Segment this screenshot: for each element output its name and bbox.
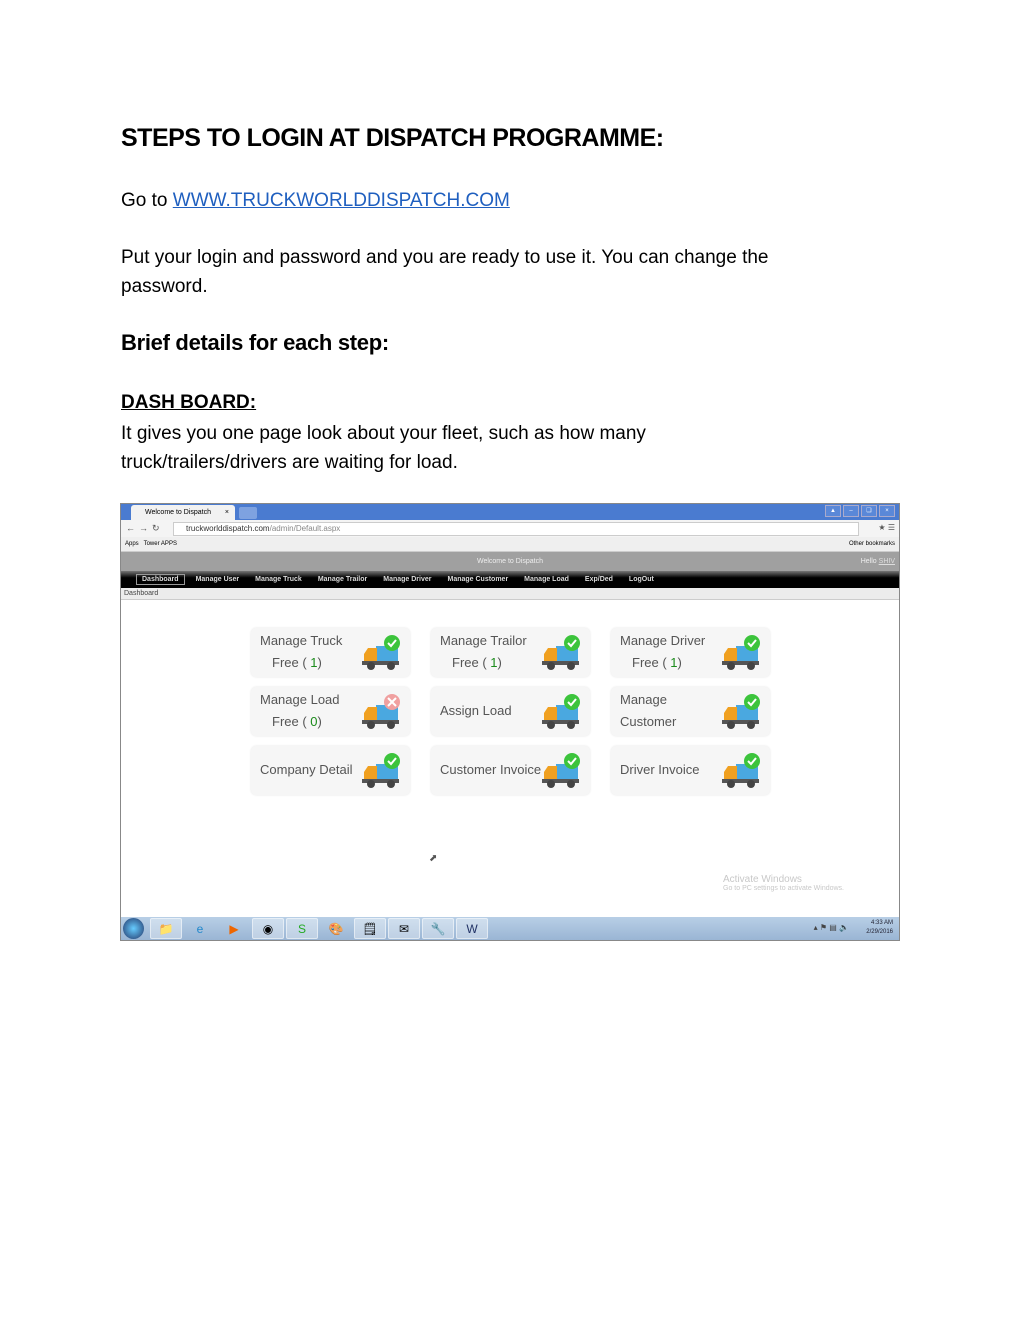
outlook-icon[interactable]: ✉ (388, 918, 420, 939)
tile-driver-invoice[interactable] (611, 746, 770, 795)
tile-manage-customer[interactable] (611, 687, 770, 736)
menu-manage-driver[interactable]: Manage Driver (383, 576, 432, 583)
free-prefix: Free ( (272, 714, 307, 729)
tile-manage-trailor[interactable] (431, 628, 590, 677)
menu-manage-user[interactable]: Manage User (195, 576, 240, 583)
page-title: STEPS TO LOGIN AT DISPATCH PROGRAMME: (121, 124, 664, 152)
free-suffix: ) (317, 714, 322, 729)
tools-icon[interactable]: 🔧 (422, 918, 454, 939)
login-line-2: password. (121, 276, 208, 297)
bookmark-apps[interactable]: Apps (125, 541, 139, 547)
free-suffix: ) (677, 655, 682, 670)
tile-assign-load[interactable] (431, 687, 590, 736)
greeting-text: Hello (860, 558, 877, 565)
internet-explorer-icon[interactable]: e (196, 921, 204, 936)
url-host: truckworlddispatch.com (186, 524, 270, 533)
bookmark-tower-apps[interactable]: Tower APPS (143, 541, 177, 547)
free-prefix: Free ( (452, 655, 487, 670)
login-line-1: Put your login and password and you are ready to use it. You can change the (121, 247, 769, 268)
address-bar-row (121, 520, 899, 537)
tile-label: Manage Driver (620, 633, 706, 648)
new-tab-button[interactable] (239, 507, 257, 519)
clock-date: 2/29/2016 (866, 929, 893, 935)
count-value: 1 (670, 655, 678, 670)
user-icon[interactable]: ▲ (825, 505, 841, 517)
goto-line (121, 186, 510, 215)
app-s-icon[interactable]: S (286, 918, 318, 939)
restore-icon[interactable]: ❏ (861, 505, 877, 517)
site-link[interactable]: WWW.TRUCKWORLDDISPATCH.COM (172, 190, 510, 211)
goto-prefix: Go to (121, 190, 168, 211)
windows-taskbar (121, 917, 899, 940)
truck-check-icon (362, 752, 402, 790)
count-value: 1 (490, 655, 498, 670)
tile-customer-invoice[interactable] (431, 746, 590, 795)
menu-dashboard[interactable]: Dashboard (136, 574, 185, 585)
menu-exp-ded[interactable]: Exp/Ded (584, 576, 613, 583)
tile-label: Manage Trailor (440, 633, 527, 648)
tile-manage-truck[interactable] (251, 628, 410, 677)
url-path: /admin/Default.aspx (269, 524, 341, 533)
watermark-subtitle: Go to PC settings to activate Windows. (723, 885, 844, 892)
user-greeting (861, 552, 895, 571)
free-suffix: ) (317, 655, 322, 670)
clock[interactable] (866, 919, 893, 937)
chrome-icon[interactable]: ◉ (252, 918, 284, 939)
tile-label: Assign Load (440, 703, 512, 718)
dashboard-screenshot (120, 503, 900, 941)
tile-label: Driver Invoice (620, 762, 700, 777)
free-prefix: Free ( (272, 655, 307, 670)
tile-free-count (272, 655, 322, 670)
start-button-icon[interactable] (123, 918, 144, 939)
breadcrumb: Dashboard (121, 588, 899, 600)
media-player-icon[interactable]: ▶ (229, 921, 239, 936)
explorer-icon[interactable]: 📁 (150, 918, 182, 939)
section-line-2: truck/trailers/drivers are waiting for load. (121, 452, 458, 473)
truck-check-icon (542, 752, 582, 790)
bookmarks-list (125, 537, 177, 551)
subheading: Brief details for each step: (121, 330, 389, 355)
menu-logout[interactable]: LogOut (628, 576, 654, 583)
watermark-title: Activate Windows (723, 874, 802, 885)
browser-titlebar (121, 504, 899, 520)
app-header (121, 552, 899, 571)
system-tray-icons[interactable]: ▴ ⚑ ▤ 🔈 (813, 923, 849, 932)
tile-manage-driver[interactable] (611, 628, 770, 677)
free-suffix: ) (497, 655, 502, 670)
tile-free-count (452, 655, 502, 670)
window-controls (825, 505, 895, 517)
bookmarks-bar (121, 537, 899, 552)
login-paragraph (121, 243, 769, 301)
tile-free-count (632, 655, 682, 670)
section-paragraph (121, 419, 646, 477)
tile-label: Manage (620, 692, 667, 707)
word-icon[interactable]: W (456, 918, 488, 939)
menu-manage-truck[interactable]: Manage Truck (255, 576, 302, 583)
menu-manage-load[interactable]: Manage Load (524, 576, 569, 583)
tile-free-count (272, 714, 322, 729)
truck-check-icon (542, 693, 582, 731)
minimize-icon[interactable]: – (843, 505, 859, 517)
truck-cross-icon (362, 693, 402, 731)
tile-label: Company Detail (260, 762, 353, 777)
section-line-1: It gives you one page look about your fleet, such as how many (121, 423, 646, 444)
menu-manage-trailor[interactable]: Manage Trailor (317, 576, 368, 583)
app-title: Welcome to Dispatch (476, 558, 543, 565)
tile-label: Manage Load (260, 692, 340, 707)
nav-buttons[interactable]: ←→↻ (126, 523, 164, 533)
browser-menu-icons[interactable]: ★ ☰ (878, 523, 895, 532)
truck-check-icon (542, 634, 582, 672)
truck-check-icon (722, 693, 762, 731)
browser-tab[interactable] (131, 505, 235, 520)
main-menu (121, 571, 899, 588)
tile-label: Customer Invoice (440, 762, 542, 777)
count-value: 1 (310, 655, 318, 670)
truck-check-icon (722, 752, 762, 790)
close-icon[interactable]: × (879, 505, 895, 517)
tile-label-line-2: Customer (620, 714, 677, 729)
count-value: 0 (310, 714, 318, 729)
other-bookmarks[interactable]: Other bookmarks (848, 541, 895, 547)
dashboard-tiles (251, 628, 770, 795)
tile-label: Manage Truck (260, 633, 343, 648)
tile-manage-load[interactable] (251, 687, 410, 736)
truck-check-icon (362, 634, 402, 672)
truck-check-icon (722, 634, 762, 672)
tab-title: Welcome to Dispatch (145, 509, 212, 516)
mouse-cursor-icon: ⬈ (429, 853, 438, 864)
user-link[interactable]: SHIV (878, 558, 895, 565)
menu-manage-customer[interactable]: Manage Customer (447, 576, 509, 583)
sticky-notes-icon[interactable]: 🗒 (354, 918, 386, 939)
clock-time: 4:33 AM (870, 920, 893, 926)
free-prefix: Free ( (632, 655, 667, 670)
section-heading: DASH BOARD: (121, 392, 257, 413)
tile-company-detail[interactable] (251, 746, 410, 795)
url-input[interactable] (173, 522, 859, 536)
tab-close-icon[interactable]: × (224, 509, 229, 516)
paint-icon[interactable]: 🎨 (328, 921, 344, 936)
activate-windows-watermark (723, 874, 844, 892)
